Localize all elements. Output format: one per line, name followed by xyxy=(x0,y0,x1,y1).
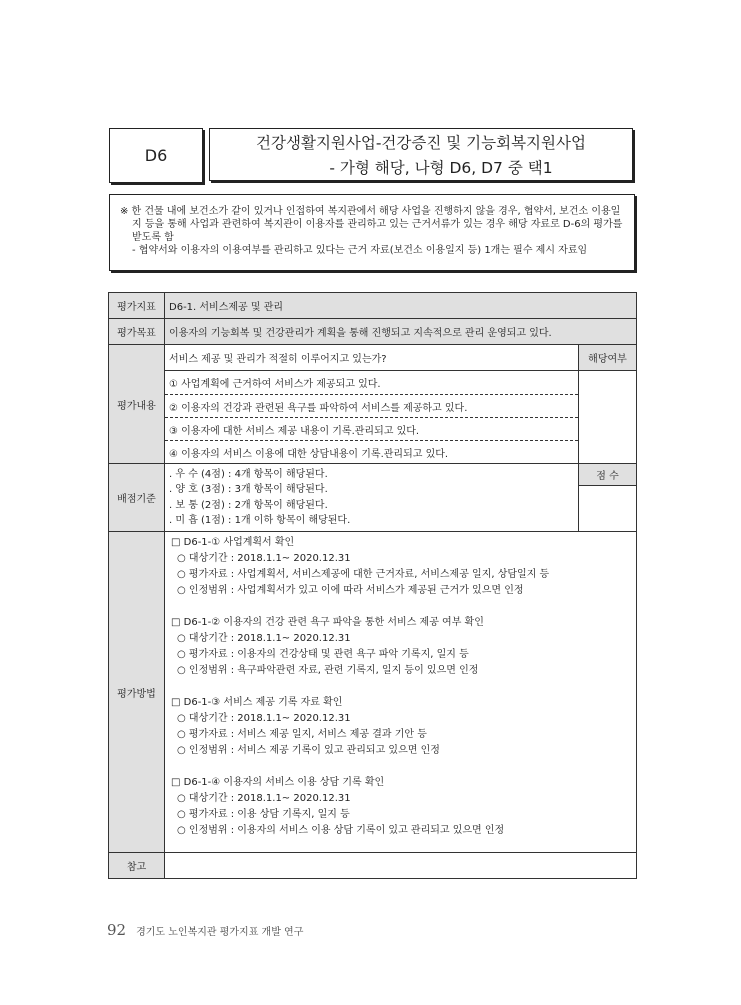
method-label: 평가방법 xyxy=(109,532,165,853)
method-period: ○ 대상기간 : 2018.1.1~ 2020.12.31 xyxy=(177,713,351,724)
goal-value: 이용자의 기능회복 및 건강관리가 계획을 통해 진행되고 지속적으로 관리 운영되고 있다. xyxy=(165,319,637,345)
note-line1: ※ 한 건물 내에 보건소가 같이 있거나 인접하여 복지관에서 해당 사업을 진행하지 않을 경우, 협약서, 보건소 이용일지 등을 통해 사업과 관련하여 복지관이 이용자를 관리하고 있는 근거서류가 있는 경우 해당 자료로 D-6의 평가를 받도록 함 xyxy=(120,206,623,243)
method-section-3 xyxy=(171,695,630,759)
goal-label: 평가목표 xyxy=(109,319,165,345)
method-period: ○ 대상기간 : 2018.1.1~ 2020.12.31 xyxy=(177,793,351,804)
reference-label: 참고 xyxy=(109,853,165,879)
method-section-1 xyxy=(171,535,630,599)
content-label: 평가내용 xyxy=(109,345,165,464)
publication-title: 경기도 노인복지관 평가지표 개발 연구 xyxy=(136,927,304,938)
content-item-4: ④ 이용자의 서비스 이용에 대한 상담내용이 기록.관리되고 있다. xyxy=(165,441,579,464)
page-footer xyxy=(107,921,303,939)
reference-row xyxy=(109,853,637,879)
method-scope: ○ 인정범위 : 서비스 제공 기록이 있고 관리되고 있으면 인정 xyxy=(177,745,440,756)
indicator-value: D6-1. 서비스제공 및 관리 xyxy=(165,293,637,319)
method-section-4 xyxy=(171,775,630,839)
applicable-cell xyxy=(579,371,637,464)
method-section-head: □ D6-1-③ 서비스 제공 기록 자료 확인 xyxy=(171,697,343,708)
method-section-head: □ D6-1-② 이용자의 건강 관련 욕구 파악을 통한 서비스 제공 여부 확인 xyxy=(171,617,484,628)
method-material: ○ 평가자료 : 서비스 제공 일지, 서비스 제공 결과 기안 등 xyxy=(177,729,427,740)
indicator-code-box xyxy=(109,128,203,183)
method-period: ○ 대상기간 : 2018.1.1~ 2020.12.31 xyxy=(177,633,351,644)
score-header: 점 수 xyxy=(579,464,637,486)
method-section-head: □ D6-1-④ 이용자의 서비스 이용 상담 기록 확인 xyxy=(171,777,385,788)
content-item-2: ② 이용자의 건강과 관련된 욕구를 파악하여 서비스를 제공하고 있다. xyxy=(165,395,579,418)
content-question-row xyxy=(109,345,637,371)
page-number: 92 xyxy=(107,921,127,939)
method-scope: ○ 인정범위 : 사업계획서가 있고 이에 따라 서비스가 제공된 근거가 있으면 인정 xyxy=(177,585,524,596)
scoring-criteria xyxy=(165,464,579,532)
content-item-row xyxy=(109,371,637,395)
indicator-title-box xyxy=(209,128,633,181)
note-line2: - 협약서와 이용자의 이용여부를 관리하고 있다는 근거 자료(보건소 이용일지 등) 1개는 필수 제시 자료임 xyxy=(132,245,588,256)
indicator-title-line2: - 가형 해당, 나형 D6, D7 중 택1 xyxy=(329,159,553,177)
method-period: ○ 대상기간 : 2018.1.1~ 2020.12.31 xyxy=(177,553,351,564)
method-material: ○ 평가자료 : 사업계획서, 서비스제공에 대한 근거자료, 서비스제공 일지, 상담일지 등 xyxy=(177,569,550,580)
content-item-row xyxy=(109,441,637,464)
note-box xyxy=(109,194,635,271)
indicator-title-line1: 건강생활지원사업-건강증진 및 기능회복지원사업 xyxy=(256,134,586,152)
content-item-row xyxy=(109,395,637,418)
method-material: ○ 평가자료 : 이용자의 건강상태 및 관련 욕구 파악 기록지, 일지 등 xyxy=(177,649,469,660)
method-scope: ○ 인정범위 : 이용자의 서비스 이용 상담 기록이 있고 관리되고 있으면 인정 xyxy=(177,825,505,836)
scoring-row xyxy=(109,464,637,486)
scoring-label: 배점기준 xyxy=(109,464,165,532)
method-section-head: □ D6-1-① 사업계획서 확인 xyxy=(171,537,295,548)
indicator-row xyxy=(109,293,637,319)
method-material: ○ 평가자료 : 이용 상담 기록지, 일지 등 xyxy=(177,809,350,820)
indicator-label: 평가지표 xyxy=(109,293,165,319)
content-item-1: ① 사업계획에 근거하여 서비스가 제공되고 있다. xyxy=(165,371,579,395)
method-content xyxy=(165,532,637,853)
score-cell xyxy=(579,486,637,532)
applicable-header: 해당여부 xyxy=(579,345,637,371)
goal-row xyxy=(109,319,637,345)
content-question: 서비스 제공 및 관리가 적절히 이루어지고 있는가? xyxy=(165,345,579,371)
content-item-3: ③ 이용자에 대한 서비스 제공 내용이 기록.관리되고 있다. xyxy=(165,418,579,441)
scoring-item-4: . 미 흡 (1점) : 1개 이하 항목이 해당된다. xyxy=(169,515,351,526)
content-item-row xyxy=(109,418,637,441)
reference-value xyxy=(165,853,637,879)
scoring-item-1: . 우 수 (4점) : 4개 항목이 해당된다. xyxy=(169,468,328,480)
scoring-item-2: . 양 호 (3점) : 3개 항목이 해당된다. xyxy=(169,484,328,495)
scoring-item-3: . 보 통 (2점) : 2개 항목이 해당된다. xyxy=(169,499,328,511)
method-row xyxy=(109,532,637,853)
method-section-2 xyxy=(171,615,630,679)
method-scope: ○ 인정범위 : 욕구파악관련 자료, 관련 기록지, 일지 등이 있으면 인정 xyxy=(177,665,479,676)
evaluation-table xyxy=(108,292,637,879)
indicator-code: D6 xyxy=(144,146,168,165)
